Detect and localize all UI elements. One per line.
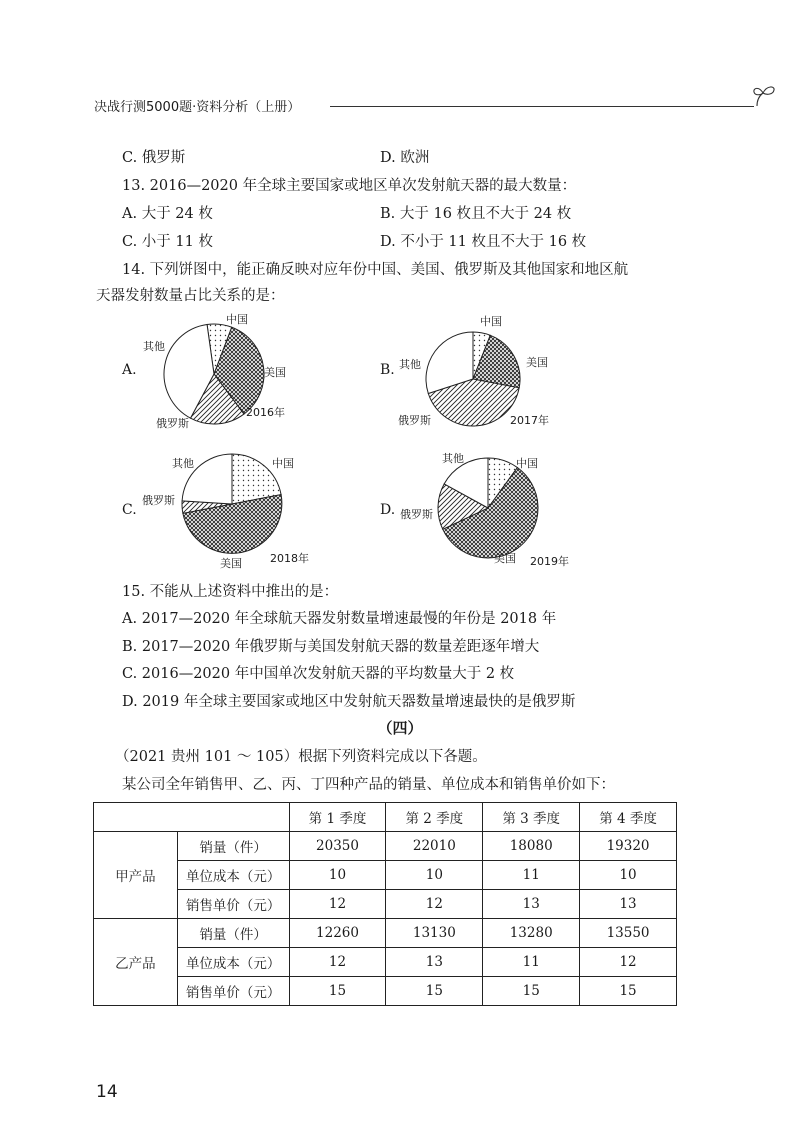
cell: 15 <box>289 977 386 1006</box>
header-rule <box>330 106 754 107</box>
table-row <box>94 977 677 1006</box>
pie-a-label-china: 中国 <box>226 313 248 326</box>
q15-option-a: A. 2017—2020 年全球航天器发射数量增速最慢的年份是 2018 年 <box>122 611 557 627</box>
cell: 13550 <box>580 919 677 948</box>
header-q1: 第 1 季度 <box>289 803 386 832</box>
cell: 12260 <box>289 919 386 948</box>
q14-stem-line1: 14. 下列饼图中，能正确反映对应年份中国、美国、俄罗斯及其他国家和地区航 <box>122 262 629 278</box>
running-header <box>94 94 694 118</box>
row-label: 销量（件） <box>177 832 289 861</box>
row-label: 单位成本（元） <box>177 948 289 977</box>
q15-option-d: D. 2019 年全球主要国家或地区中发射航天器数量增速最快的是俄罗斯 <box>122 694 576 710</box>
pie-d-label-other: 其他 <box>442 452 464 465</box>
pie-b-label-china: 中国 <box>480 315 502 328</box>
q13-option-c: C. 小于 11 枚 <box>122 234 213 250</box>
pie-d-label-russia: 俄罗斯 <box>400 508 433 521</box>
pie-d-label-usa: 美国 <box>494 552 516 565</box>
pie-b-letter: B. <box>380 362 395 378</box>
cell: 20350 <box>289 832 386 861</box>
cell: 12 <box>289 948 386 977</box>
cell: 18080 <box>483 832 580 861</box>
cell: 13 <box>580 890 677 919</box>
cell: 10 <box>386 861 483 890</box>
table-row <box>94 861 677 890</box>
cell: 12 <box>289 890 386 919</box>
pie-a-letter: A. <box>122 362 137 378</box>
sales-table <box>93 802 677 1006</box>
pie-a-label-other: 其他 <box>143 340 165 353</box>
row-label: 销量（件） <box>177 919 289 948</box>
table-row <box>94 832 677 861</box>
cell: 13130 <box>386 919 483 948</box>
page-number: 14 <box>96 1082 118 1102</box>
cell: 12 <box>580 948 677 977</box>
header-q4: 第 4 季度 <box>580 803 677 832</box>
pie-c-label-usa: 美国 <box>220 557 242 570</box>
group-name: 甲产品 <box>94 832 178 919</box>
pie-a-year: 2016年 <box>246 406 285 419</box>
pie-chart-c <box>180 452 284 556</box>
pie-a-label-usa: 美国 <box>264 366 286 379</box>
q14-stem-line2: 天器发射数量占比关系的是： <box>96 288 285 304</box>
table-corner-cell <box>94 803 290 832</box>
cell: 11 <box>483 861 580 890</box>
section-source: （2021 贵州 101 ～ 105）根据下列资料完成以下各题。 <box>115 749 487 765</box>
pie-b-label-usa: 美国 <box>526 356 548 369</box>
cell: 15 <box>580 977 677 1006</box>
pie-c-label-china: 中国 <box>272 457 294 470</box>
q12-option-c: C. 俄罗斯 <box>122 150 186 166</box>
pie-c-label-russia: 俄罗斯 <box>142 494 175 507</box>
pie-c-letter: C. <box>122 502 137 518</box>
cell: 12 <box>386 890 483 919</box>
pie-d-label-china: 中国 <box>516 457 538 470</box>
pie-chart-b <box>424 330 522 428</box>
q12-option-d: D. 欧洲 <box>380 150 430 166</box>
header-q2: 第 2 季度 <box>386 803 483 832</box>
cell: 22010 <box>386 832 483 861</box>
q15-option-c: C. 2016—2020 年中国单次发射航天器的平均数量大于 2 枚 <box>122 666 515 682</box>
pie-c-year: 2018年 <box>270 552 309 565</box>
table-row <box>94 890 677 919</box>
q13-option-b: B. 大于 16 枚且不大于 24 枚 <box>380 206 572 222</box>
table-header-row <box>94 803 677 832</box>
q15-stem: 15. 不能从上述资料中推出的是： <box>122 584 339 600</box>
cell: 15 <box>386 977 483 1006</box>
book-title: 决战行测5000题·资料分析（上册） <box>94 100 301 115</box>
section-title: （四） <box>377 719 423 737</box>
pie-c-label-other: 其他 <box>172 457 194 470</box>
pie-b-label-russia: 俄罗斯 <box>398 414 431 427</box>
cell: 11 <box>483 948 580 977</box>
pie-chart-d <box>436 456 540 560</box>
cell: 10 <box>580 861 677 890</box>
q15-option-b: B. 2017—2020 年俄罗斯与美国发射航天器的数量差距逐年增大 <box>122 639 540 655</box>
table-row <box>94 919 677 948</box>
table-row <box>94 948 677 977</box>
header-q3: 第 3 季度 <box>483 803 580 832</box>
cell: 10 <box>289 861 386 890</box>
cell: 15 <box>483 977 580 1006</box>
q13-option-d: D. 不小于 11 枚且不大于 16 枚 <box>380 234 587 250</box>
pie-d-letter: D. <box>380 502 396 518</box>
q13-stem: 13. 2016—2020 年全球主要国家或地区单次发射航天器的最大数量： <box>122 178 577 194</box>
row-label: 销售单价（元） <box>177 977 289 1006</box>
cell: 13 <box>386 948 483 977</box>
row-label: 销售单价（元） <box>177 890 289 919</box>
sprout-icon <box>749 80 779 110</box>
row-label: 单位成本（元） <box>177 861 289 890</box>
pie-a-label-russia: 俄罗斯 <box>156 417 189 430</box>
pie-b-year: 2017年 <box>510 414 549 427</box>
pie-d-year: 2019年 <box>530 555 569 568</box>
section-intro: 某公司全年销售甲、乙、丙、丁四种产品的销量、单位成本和销售单价如下： <box>122 777 615 793</box>
cell: 13280 <box>483 919 580 948</box>
cell: 13 <box>483 890 580 919</box>
q13-option-a: A. 大于 24 枚 <box>122 206 213 222</box>
group-name: 乙产品 <box>94 919 178 1006</box>
cell: 19320 <box>580 832 677 861</box>
pie-b-label-other: 其他 <box>399 358 421 371</box>
